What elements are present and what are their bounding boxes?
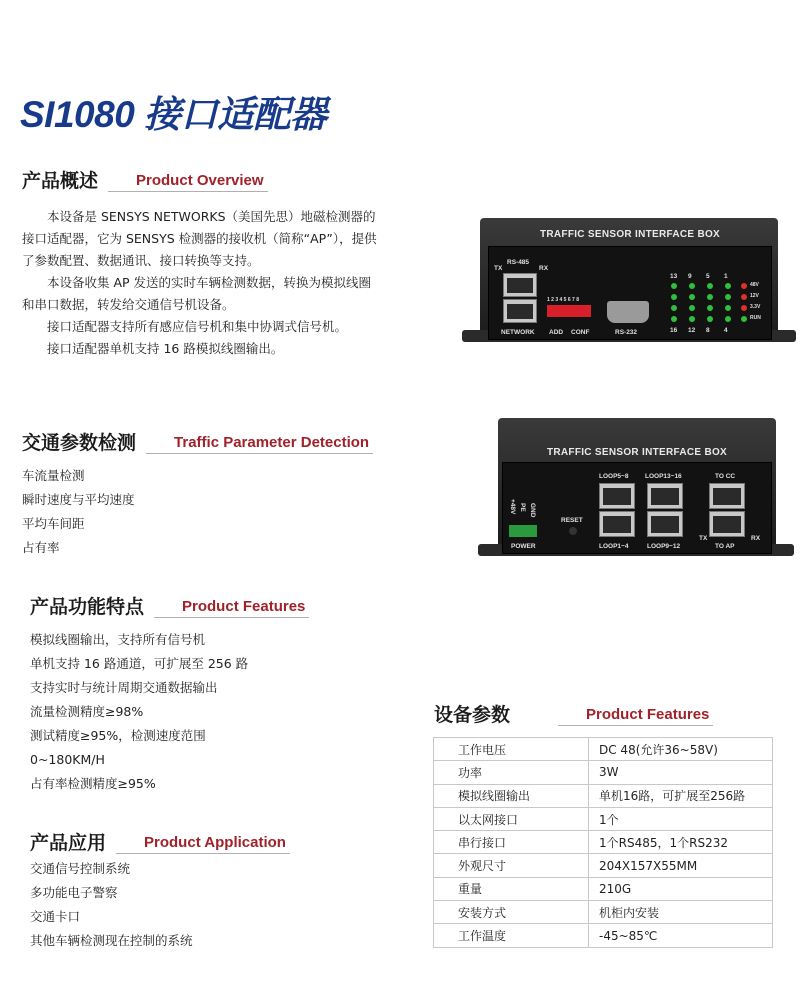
list-item: 交通卡口	[30, 909, 81, 924]
features-list	[30, 628, 248, 796]
overview-heading	[22, 170, 268, 192]
table-row: 工作温度 -45~85℃	[434, 924, 773, 947]
rs485-port	[503, 273, 537, 297]
list-item: 平均车间距	[22, 516, 85, 531]
traffic-heading-en: Traffic Parameter Detection	[174, 434, 370, 451]
device-back-label: TRAFFIC SENSOR INTERFACE BOX	[546, 447, 728, 458]
table-row: 串行接口 1个RS485，1个RS232	[434, 831, 773, 854]
application-heading-cn: 产品应用	[30, 832, 107, 854]
overview-heading-cn: 产品概述	[22, 170, 99, 192]
traffic-list	[22, 464, 135, 560]
network-port	[503, 299, 537, 323]
list-item: 其他车辆检测现在控制的系统	[30, 933, 193, 948]
list-item: 占有率	[22, 540, 60, 555]
to-ap-port	[709, 511, 745, 537]
rs232-port	[607, 301, 649, 323]
power-terminal	[509, 525, 537, 537]
list-item: 瞬时速度与平均速度	[22, 492, 135, 507]
table-row: 功率 3W	[434, 761, 773, 784]
list-item: 支持实时与统计周期交通数据输出	[30, 680, 218, 695]
overview-paragraph: 本设备收集 AP 发送的实时车辆检测数据，转换为模拟线圈和串口数据，转发给交通信号机设备。	[22, 275, 372, 312]
traffic-heading	[22, 432, 373, 454]
table-row: 工作电压 DC 48(允许36~58V)	[434, 738, 773, 761]
loop1-4-port	[599, 511, 635, 537]
table-row: 外观尺寸 204X157X55MM	[434, 854, 773, 877]
dip-switch	[547, 305, 591, 317]
application-heading-en: Product Application	[144, 834, 286, 851]
list-item: 模拟线圈输出，支持所有信号机	[30, 632, 206, 647]
loop9-12-port	[647, 511, 683, 537]
overview-paragraph: 接口适配器单机支持 16 路模拟线圈输出。	[47, 341, 284, 356]
list-item: 交通信号控制系统	[30, 861, 131, 876]
list-item: 流量检测精度≥98%	[30, 704, 144, 719]
loop13-16-port	[647, 483, 683, 509]
features-heading-en: Product Features	[182, 598, 306, 615]
overview-text	[22, 206, 380, 360]
list-item: 占有率检测精度≥95%	[30, 776, 156, 791]
application-heading	[30, 832, 290, 854]
list-item: 0~180KM/H	[30, 752, 105, 767]
table-row: 模拟线圈输出 单机16路，可扩展至256路	[434, 784, 773, 807]
specs-table	[433, 737, 773, 948]
table-row: 以太网接口 1个	[434, 807, 773, 830]
features-heading	[30, 596, 309, 618]
loop5-8-port	[599, 483, 635, 509]
specs-heading-cn: 设备参数	[434, 704, 511, 726]
to-cc-port	[709, 483, 745, 509]
specs-heading	[434, 704, 713, 726]
features-heading-cn: 产品功能特点	[30, 596, 145, 618]
list-item: 测试精度≥95%，检测速度范围	[30, 728, 206, 743]
table-row: 重量 210G	[434, 877, 773, 900]
device-front-label: TRAFFIC SENSOR INTERFACE BOX	[539, 229, 721, 240]
overview-paragraph: 本设备是 SENSYS NETWORKS（美国先思）地磁检测器的接口适配器，它为 SENSYS 检测器的接收机（简称“AP”），提供了参数配置、数据通讯、接口转换等支持。	[22, 209, 377, 268]
overview-paragraph: 接口适配器支持所有感应信号机和集中协调式信号机。	[47, 319, 348, 334]
specs-heading-en: Product Features	[586, 706, 710, 723]
traffic-heading-cn: 交通参数检测	[22, 432, 137, 454]
overview-heading-en: Product Overview	[136, 172, 264, 189]
page-title: SI1080 接口适配器	[20, 94, 327, 135]
table-row: 安装方式 机柜内安装	[434, 901, 773, 924]
list-item: 多功能电子警察	[30, 885, 118, 900]
reset-button	[569, 527, 577, 535]
list-item: 车流量检测	[22, 468, 85, 483]
list-item: 单机支持 16 路通道，可扩展至 256 路	[30, 656, 249, 671]
application-list	[30, 857, 193, 953]
